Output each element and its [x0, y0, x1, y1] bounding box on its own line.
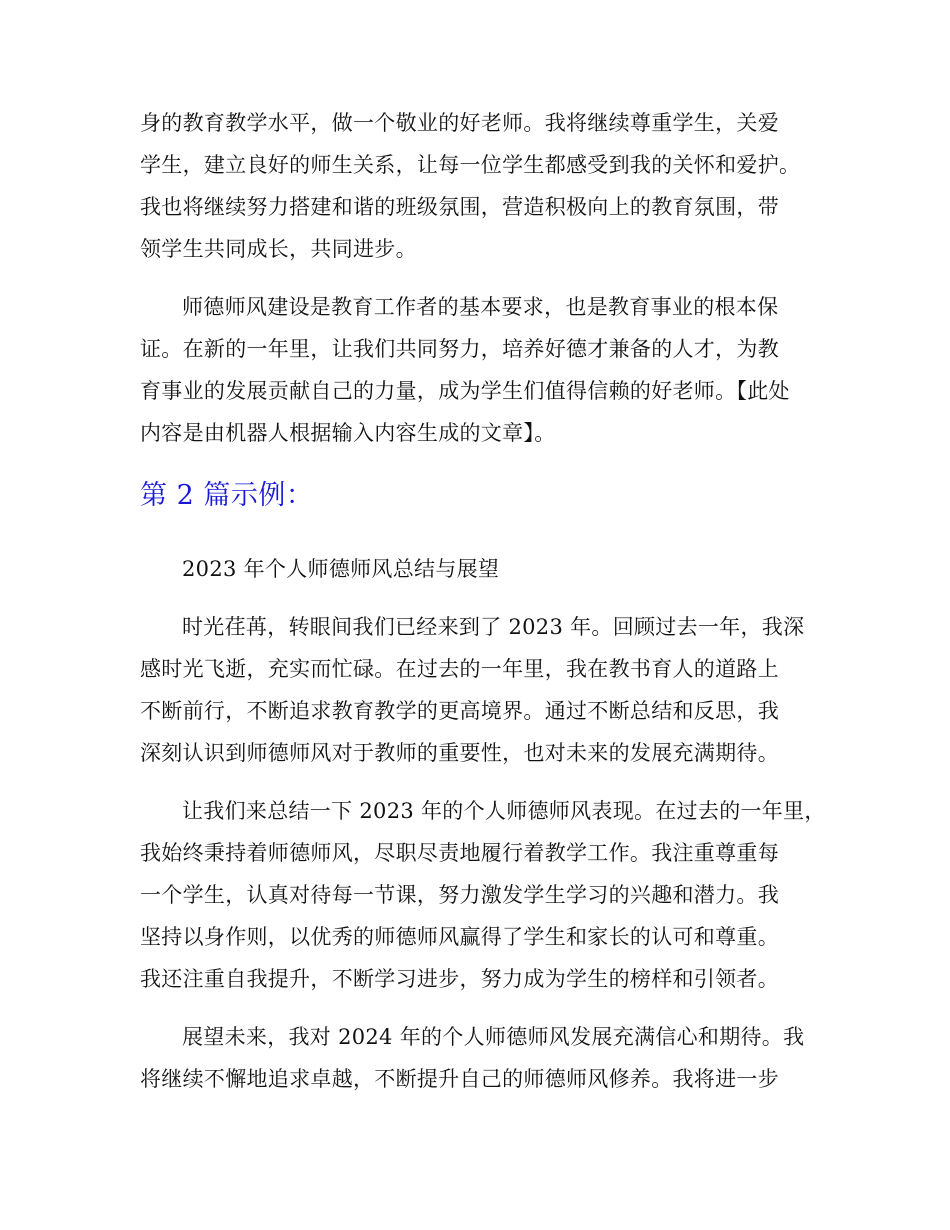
- text-line: 证。在新的一年里，让我们共同努力，培养好德才兼备的人才，为教: [140, 337, 779, 361]
- text-line: 师德师风建设是教育工作者的基本要求，也是教育事业的根本保: [182, 295, 779, 319]
- text-line: 育事业的发展贡献自己的力量，成为学生们值得信赖的好老师。【此处: [140, 379, 790, 403]
- text-line: 时光荏苒，转眼间我们已经来到了 2023 年。回顾过去一年，我深: [182, 615, 805, 639]
- text-line: 一个学生，认真对待每一节课，努力激发学生学习的兴趣和潜力。我: [140, 883, 779, 907]
- text-line: 我始终秉持着师德师风，尽职尽责地履行着教学工作。我注重尊重每: [140, 841, 779, 865]
- text-line: 领学生共同成长，共同进步。: [140, 237, 417, 261]
- text-line: 让我们来总结一下 2023 年的个人师德师风表现。在过去的一年里，: [182, 799, 826, 823]
- text-line: 坚持以身作则，以优秀的师德师风赢得了学生和家长的认可和尊重。: [140, 925, 779, 949]
- text-line: 将继续不懈地追求卓越，不断提升自己的师德师风修养。我将进一步: [140, 1067, 779, 1091]
- text-line: 身的教育教学水平，做一个敬业的好老师。我将继续尊重学生，关爱: [140, 111, 779, 135]
- article-title: 2023 年个人师德师风总结与展望: [182, 557, 500, 581]
- text-line: 不断前行，不断追求教育教学的更高境界。通过不断总结和反思，我: [140, 699, 779, 723]
- text-line: 深刻认识到师德师风对于教师的重要性，也对未来的发展充满期待。: [140, 741, 779, 765]
- text-line: 我还注重自我提升，不断学习进步，努力成为学生的榜样和引领者。: [140, 967, 779, 991]
- section-heading: 第 2 篇示例：: [140, 480, 314, 511]
- text-line: 展望未来，我对 2024 年的个人师德师风发展充满信心和期待。我: [182, 1025, 805, 1049]
- text-line: 我也将继续努力搭建和谐的班级氛围，营造积极向上的教育氛围，带: [140, 195, 779, 219]
- text-line: 内容是由机器人根据输入内容生成的文章】。: [140, 421, 556, 445]
- text-line: 学生，建立良好的师生关系，让每一位学生都感受到我的关怀和爱护。: [140, 153, 801, 177]
- text-line: 感时光飞逝，充实而忙碌。在过去的一年里，我在教书育人的道路上: [140, 657, 779, 681]
